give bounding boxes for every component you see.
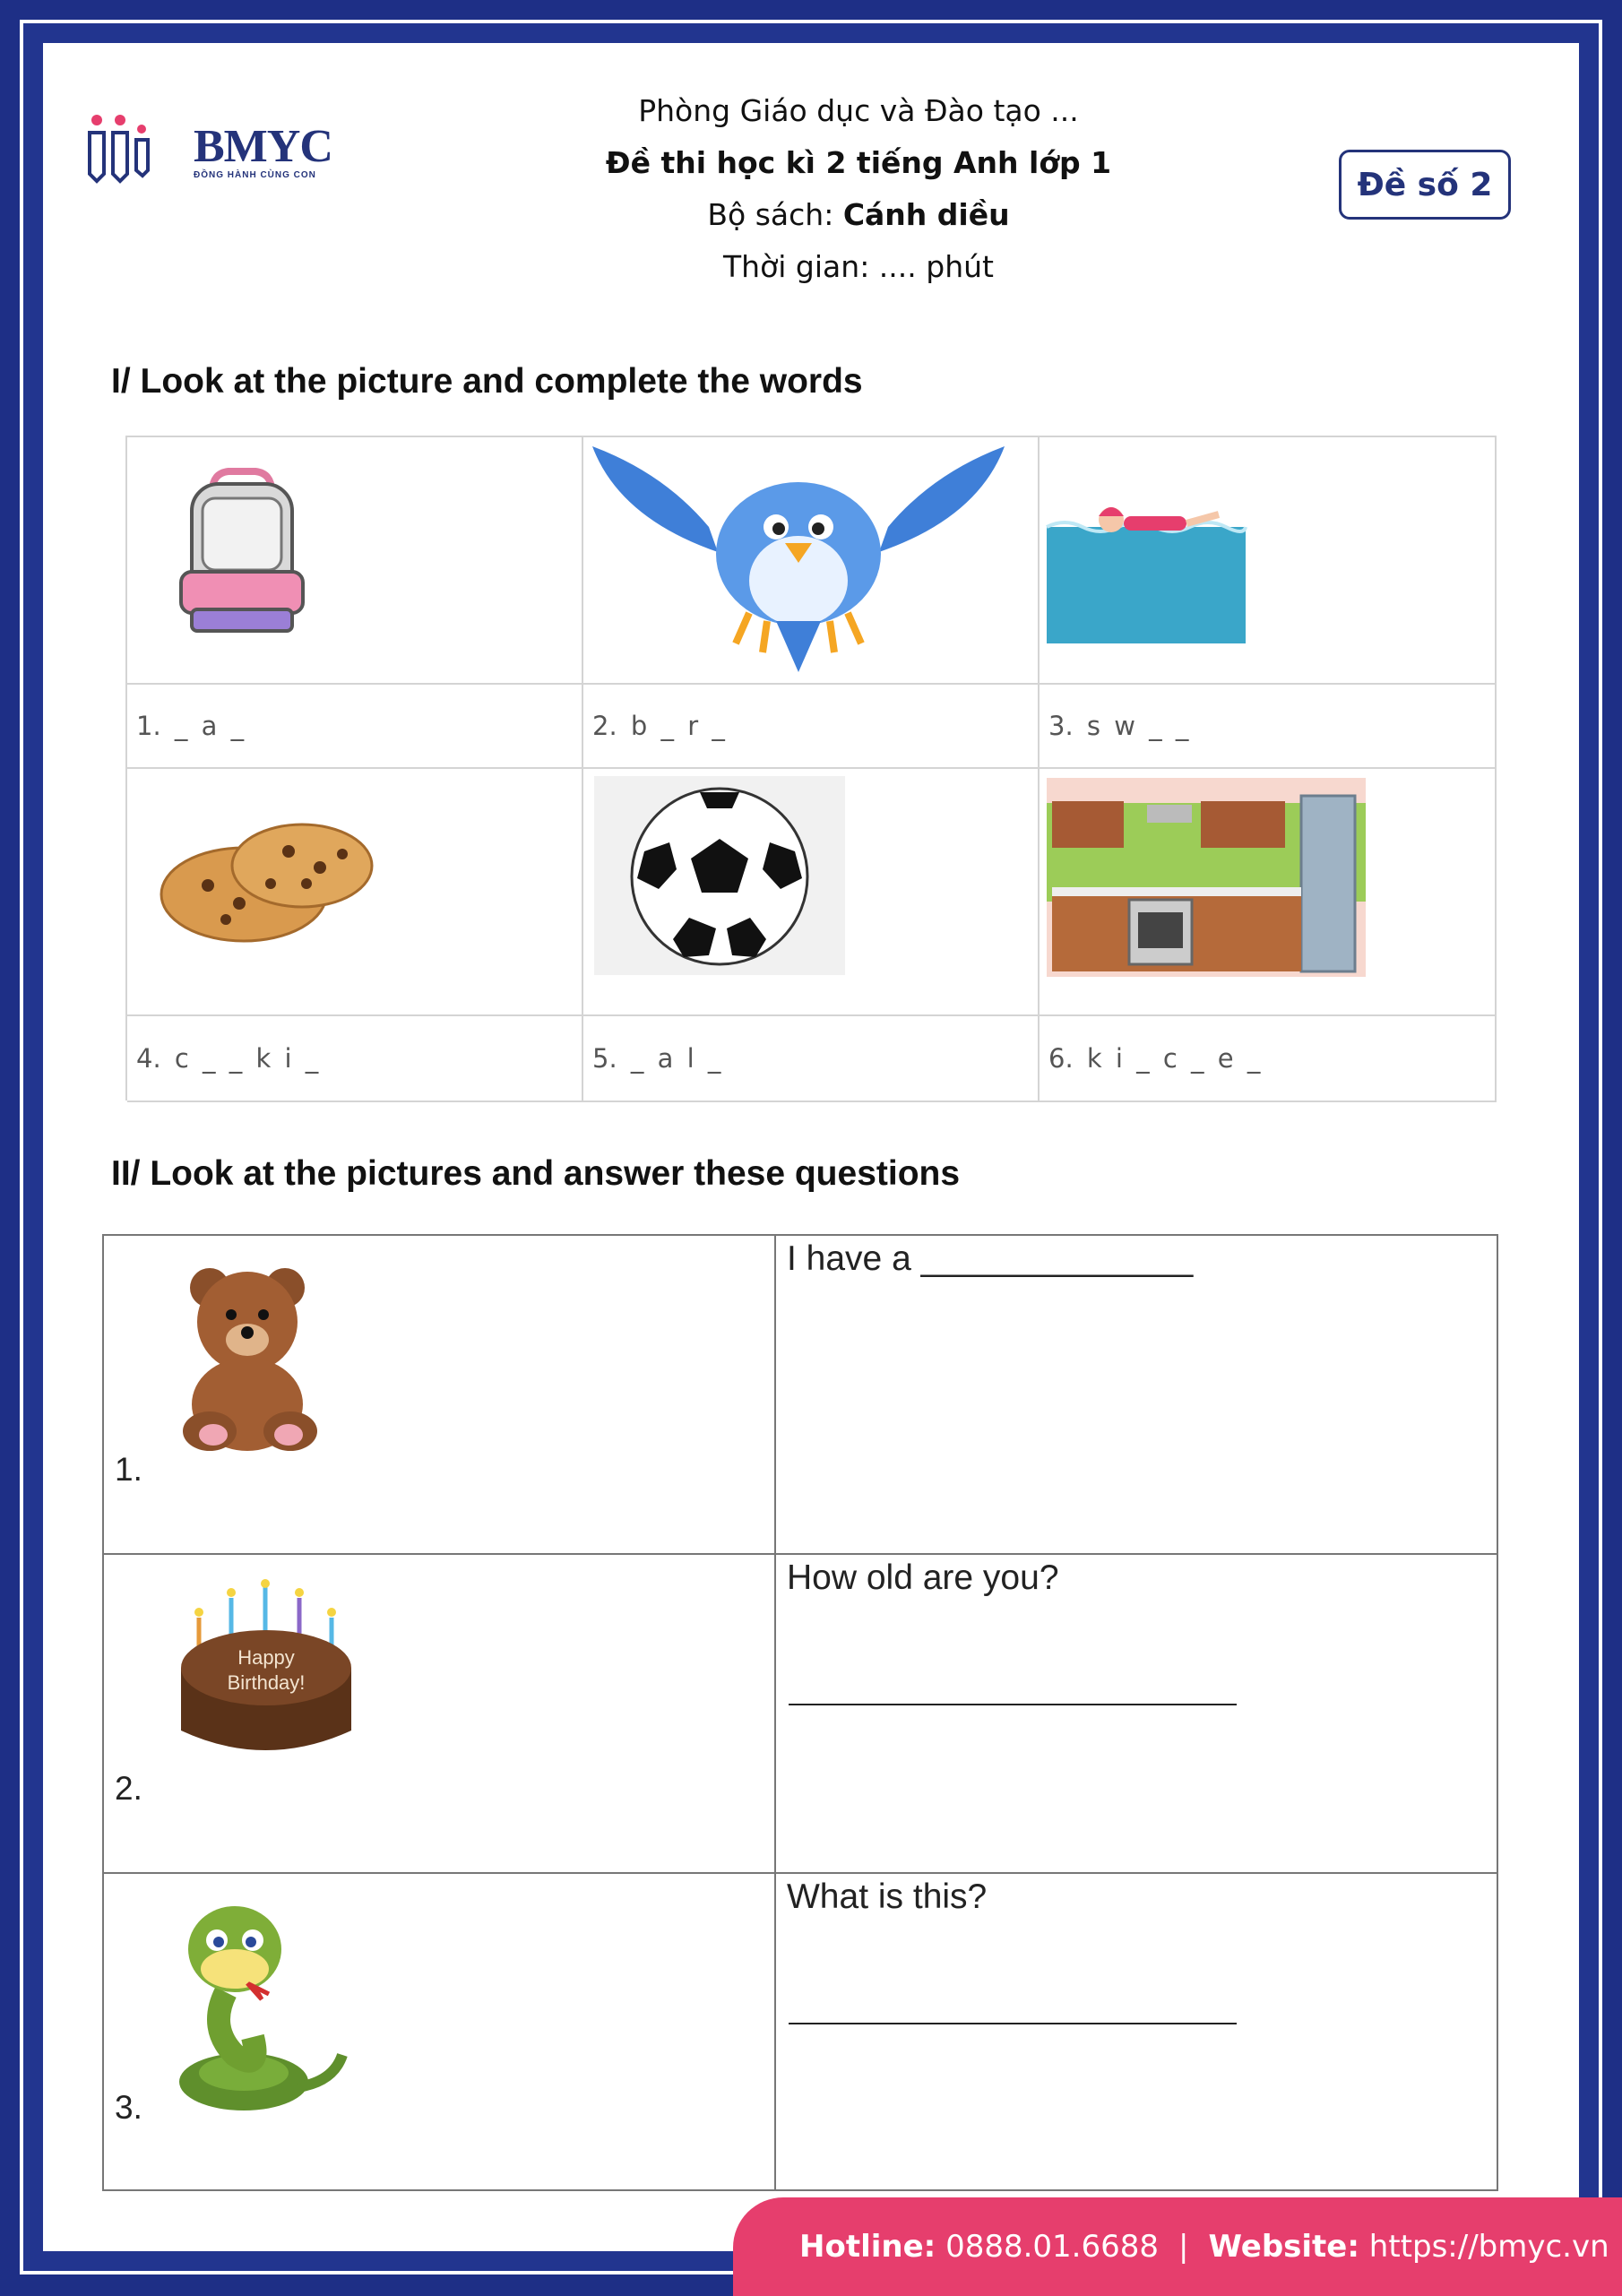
question-text: What is this? <box>787 1877 988 1916</box>
contact-footer <box>733 2197 1622 2296</box>
label-cell-6: 6. k i _ c _ e _ <box>1040 1016 1497 1102</box>
book-label: Bộ sách: <box>707 197 843 232</box>
time-line: Thời gian: .... phút <box>723 249 994 284</box>
image-cell-4 <box>127 769 583 1016</box>
kitchen-icon <box>1040 769 1497 1014</box>
football-icon <box>583 769 1040 1014</box>
answer-line <box>789 2023 1237 2024</box>
question-number: 1. <box>115 1451 142 1488</box>
question-row-2 <box>102 1553 1498 1872</box>
website-label: Website: <box>1208 2229 1359 2265</box>
column-divider <box>774 1555 776 1872</box>
label-cell-5: 5. _ a l _ <box>583 1016 1040 1102</box>
cake-text-birthday: Birthday! <box>227 1671 306 1694</box>
column-divider <box>774 1236 776 1553</box>
worksheet-page <box>43 43 1579 2251</box>
exam-number-badge: Đề số 2 <box>1339 150 1511 220</box>
bmyc-logo <box>81 82 332 190</box>
cookies-icon <box>127 769 583 1014</box>
hotline-value[interactable]: 0888.01.6688 <box>945 2229 1159 2265</box>
question-row-1 <box>102 1234 1498 1553</box>
question-text: How old are you? <box>787 1558 1059 1597</box>
image-cell-1 <box>127 437 583 685</box>
footer-separator: | <box>1178 2229 1189 2265</box>
label-cell-1: 1. _ a _ <box>127 685 583 769</box>
birthday-cake-icon <box>177 1578 357 1766</box>
department-line: Phòng Giáo dục và Đào tạo ... <box>638 93 1079 128</box>
teddy-bear-icon <box>167 1252 328 1458</box>
logo-tagline: ĐỒNG HÀNH CÙNG CON <box>194 170 316 180</box>
image-cell-6 <box>1040 769 1497 1016</box>
image-cell-2 <box>583 437 1040 685</box>
image-cell-3 <box>1040 437 1497 685</box>
question-row-3 <box>102 1872 1498 2191</box>
section-1-title: I/ Look at the picture and complete the words <box>111 362 863 401</box>
section-2-title: II/ Look at the pictures and answer these questions <box>111 1154 961 1193</box>
exam-title: Đề thi học kì 2 tiếng Anh lớp 1 <box>605 145 1112 180</box>
label-cell-3: 3. s w _ _ <box>1040 685 1497 769</box>
question-table <box>102 1234 1498 2191</box>
book-name: Cánh diều <box>842 197 1010 232</box>
hotline-label: Hotline: <box>799 2229 936 2265</box>
image-cell-5 <box>583 769 1040 1016</box>
cake-text-happy: Happy <box>237 1646 295 1669</box>
word-completion-table <box>125 436 1497 1101</box>
website-link[interactable]: https://bmyc.vn <box>1368 2229 1609 2265</box>
logo-text: BMYC <box>194 121 332 172</box>
column-divider <box>774 1874 776 2189</box>
label-cell-4: 4. c _ _ k i _ <box>127 1016 583 1102</box>
question-text: I have a ______________ <box>787 1239 1194 1278</box>
question-number: 3. <box>115 2089 142 2126</box>
family-icon <box>81 82 188 190</box>
answer-line <box>789 1704 1237 1705</box>
bird-icon <box>583 437 1040 683</box>
question-number: 2. <box>115 1770 142 1807</box>
swimming-icon <box>1040 437 1497 683</box>
backpack-icon <box>127 437 583 683</box>
snake-icon <box>172 1894 351 2118</box>
label-cell-2: 2. b _ r _ <box>583 685 1040 769</box>
book-line <box>428 197 1289 232</box>
